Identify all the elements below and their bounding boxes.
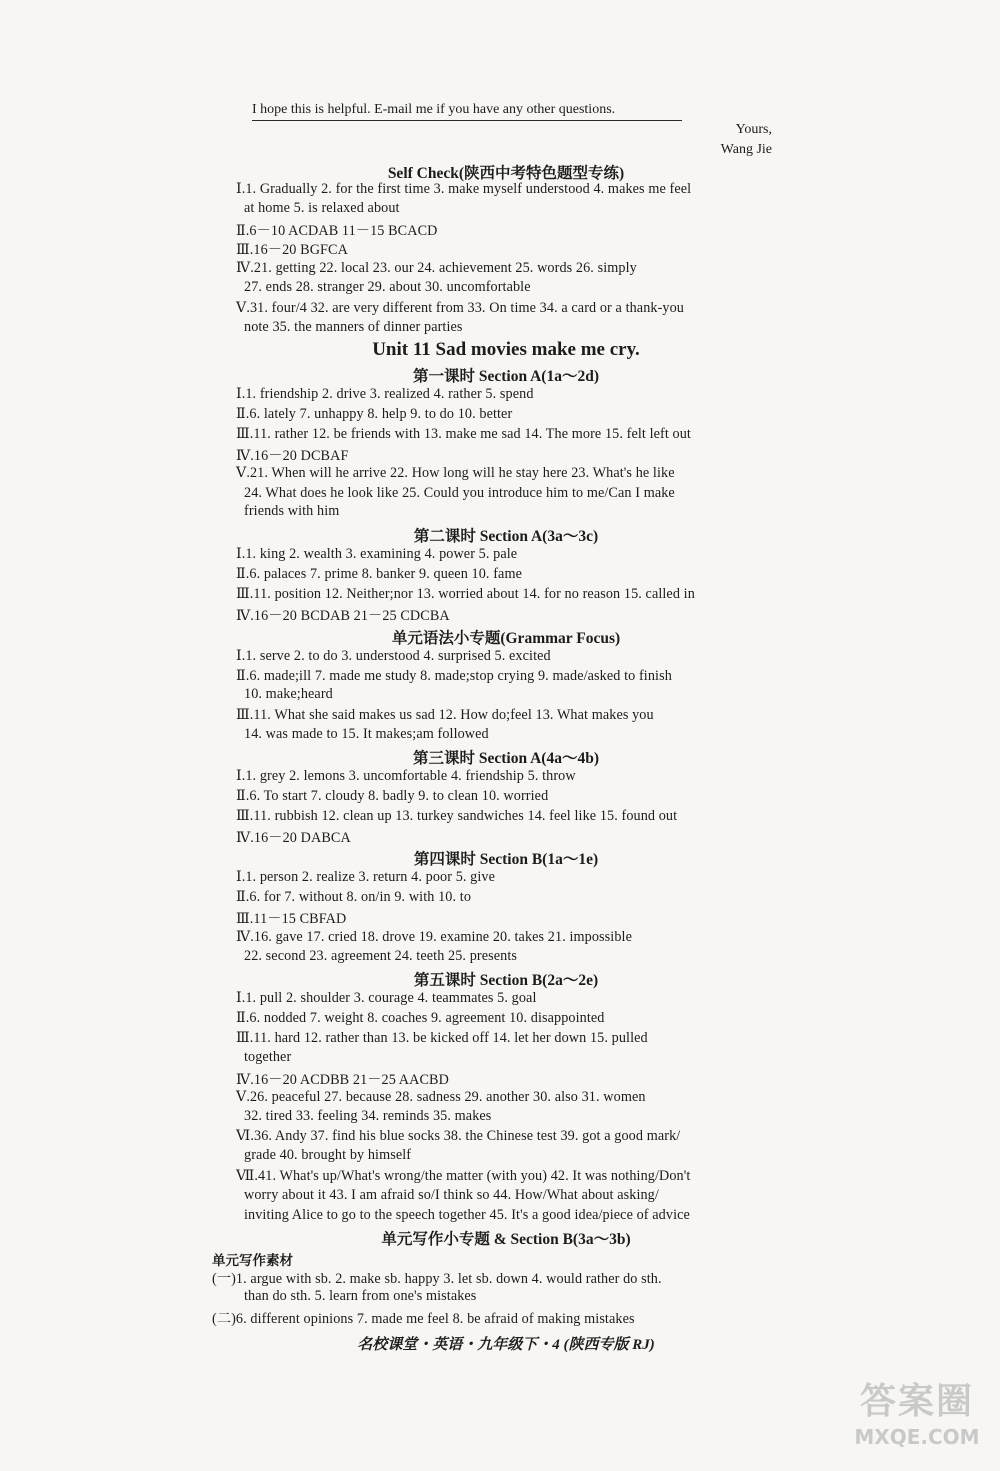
answer-line: Ⅲ.11. What she said makes us sad 12. How do;feel 13. What makes you (236, 707, 654, 723)
answer-line: Ⅳ.16－20 DCBAF (236, 448, 349, 464)
answer-line: Ⅲ.11. rather 12. be friends with 13. make me sad 14. The more 15. felt left out (236, 426, 691, 442)
answer-line: Ⅳ.21. getting 22. local 23. our 24. achievement 25. words 26. simply (236, 260, 637, 276)
section-title: 第一课时 Section A(1a～2d) (412, 368, 599, 385)
answer-line: (二)6. different opinions 7. made me feel 8. be afraid of making mistakes (212, 1311, 635, 1327)
answer-line: Ⅱ.6. lately 7. unhappy 8. help 9. to do 10. better (236, 406, 513, 422)
answer-line: Ⅲ.11. rubbish 12. clean up 13. turkey sandwiches 14. feel like 15. found out (236, 808, 678, 824)
self-check-title: Self Check(陕西中考特色题型专练) (387, 165, 625, 182)
watermark-url: MXQE.COM (854, 1425, 980, 1449)
answer-line: inviting Alice to go to the speech together 45. It's a good idea/piece of advice (244, 1207, 690, 1223)
letter-closing-line: I hope this is helpful. E-mail me if you have any other questions. (252, 102, 682, 121)
section-subtitle: 单元写作素材 (212, 1253, 293, 1268)
answer-line: Ⅱ.6. To start 7. cloudy 8. badly 9. to clean 10. worried (236, 788, 549, 804)
answer-line: Ⅰ.1. king 2. wealth 3. examining 4. power 5. pale (236, 546, 518, 562)
watermark (842, 1380, 992, 1465)
unit-title: Unit 11 Sad movies make me cry. (372, 339, 640, 360)
answer-line: Ⅳ.16. gave 17. cried 18. drove 19. examine 20. takes 21. impossible (236, 929, 632, 945)
answer-line: Ⅲ.11. hard 12. rather than 13. be kicked off 14. let her down 15. pulled (236, 1030, 648, 1046)
section-title: 第四课时 Section B(1a～1e) (413, 851, 599, 868)
answer-line: Ⅴ.26. peaceful 27. because 28. sadness 29. another 30. also 31. women (236, 1089, 646, 1105)
answer-line: Ⅲ.11. position 12. Neither;nor 13. worried about 14. for no reason 15. called in (236, 586, 695, 602)
answer-line: Ⅵ.36. Andy 37. find his blue socks 38. the Chinese test 39. got a good mark/ (236, 1128, 681, 1144)
answer-line: Ⅳ.16－20 ACDBB 21－25 AACBD (236, 1072, 449, 1088)
answer-line: 10. make;heard (244, 686, 333, 702)
answer-line: at home 5. is relaxed about (244, 200, 400, 216)
answer-line: than do sth. 5. learn from one's mistakes (244, 1288, 477, 1304)
answer-line: Ⅱ.6. palaces 7. prime 8. banker 9. queen 10. fame (236, 566, 522, 582)
answer-line: Ⅶ.41. What's up/What's wrong/the matter (with you) 42. It was nothing/Don't (236, 1168, 691, 1184)
answer-line: Ⅰ.1. Gradually 2. for the first time 3. make myself understood 4. makes me feel (236, 181, 692, 197)
answer-line: Ⅳ.16－20 DABCA (236, 830, 351, 846)
answer-line: Ⅰ.1. friendship 2. drive 3. realized 4. rather 5. spend (236, 386, 534, 402)
section-title: 第三课时 Section A(4a～4b) (412, 750, 599, 767)
section-title: 第二课时 Section A(3a～3c) (413, 528, 599, 545)
answer-line: (一)1. argue with sb. 2. make sb. happy 3. let sb. down 4. would rather do sth. (212, 1271, 662, 1287)
answer-line: Ⅰ.1. grey 2. lemons 3. uncomfortable 4. friendship 5. throw (236, 768, 576, 784)
letter-salutation: Yours, (735, 122, 772, 137)
answer-line: note 35. the manners of dinner parties (244, 319, 463, 335)
answer-line: 27. ends 28. stranger 29. about 30. uncomfortable (244, 279, 531, 295)
answer-line: Ⅱ.6. for 7. without 8. on/in 9. with 10. to (236, 889, 472, 905)
watermark-logo: 答案圈 (859, 1381, 974, 1422)
answer-line: 14. was made to 15. It makes;am followed (244, 726, 489, 742)
answer-line: together (244, 1049, 292, 1065)
answer-line: friends with him (244, 503, 340, 519)
answer-line: Ⅴ.31. four/4 32. are very different from 33. On time 34. a card or a thank-you (236, 300, 684, 316)
section-title: 第五课时 Section B(2a～2e) (413, 972, 599, 989)
answer-line: Ⅰ.1. pull 2. shoulder 3. courage 4. teammates 5. goal (236, 990, 537, 1006)
section-title: 单元写作小专题 & Section B(3a～3b) (381, 1231, 631, 1248)
answer-line: grade 40. brought by himself (244, 1147, 412, 1163)
answer-line: Ⅳ.16－20 BCDAB 21－25 CDCBA (236, 608, 450, 624)
answer-line: 24. What does he look like 25. Could you introduce him to me/Can I make (244, 485, 675, 501)
letter-signature: Wang Jie (720, 142, 772, 157)
answer-line: Ⅲ.11－15 CBFAD (236, 911, 347, 927)
answer-line: Ⅴ.21. When will he arrive 22. How long will he stay here 23. What's he like (236, 465, 675, 481)
page-footer: 名校课堂・英语・九年级下・4 (陕西专版 RJ) (357, 1337, 655, 1353)
answer-line: Ⅰ.1. serve 2. to do 3. understood 4. surprised 5. excited (236, 648, 551, 664)
answer-line: Ⅰ.1. person 2. realize 3. return 4. poor 5. give (236, 869, 496, 885)
answer-line: Ⅱ.6. made;ill 7. made me study 8. made;stop crying 9. made/asked to finish (236, 668, 672, 684)
answer-line: Ⅱ.6. nodded 7. weight 8. coaches 9. agreement 10. disappointed (236, 1010, 605, 1026)
answer-line: Ⅲ.16－20 BGFCA (236, 242, 348, 258)
answer-line: Ⅱ.6－10 ACDAB 11－15 BCACD (236, 223, 438, 239)
answer-line: 32. tired 33. feeling 34. reminds 35. makes (244, 1108, 492, 1124)
section-title: 单元语法小专题(Grammar Focus) (391, 630, 621, 647)
answer-line: worry about it 43. I am afraid so/I think so 44. How/What about asking/ (244, 1187, 659, 1203)
answer-line: 22. second 23. agreement 24. teeth 25. presents (244, 948, 518, 964)
